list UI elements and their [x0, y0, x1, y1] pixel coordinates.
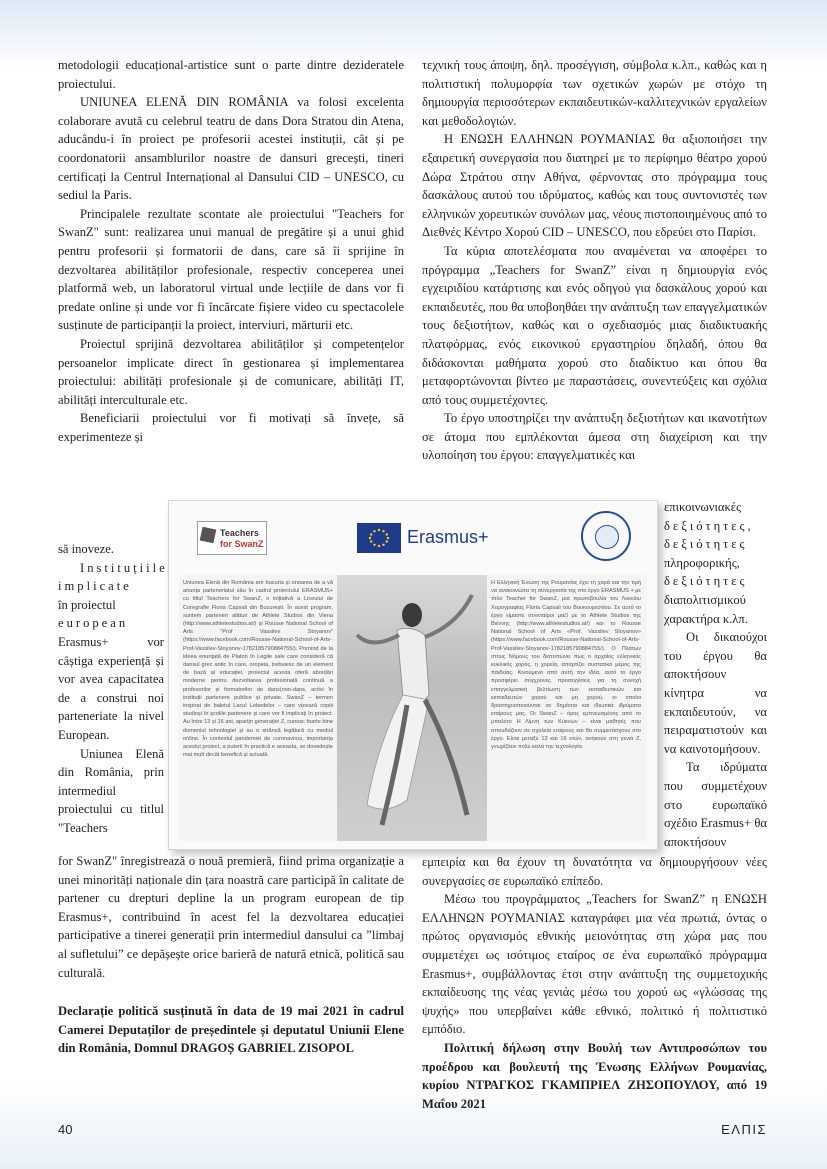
- political-declaration: Declarație politică susținută în data de 19 mai 2021 în cadrul Camerei Deputaților de președintele și deputatul Uniunii Elene din România, Domnul DRAGOȘ GABRIEL ZISOPOL: [58, 1004, 404, 1056]
- paragraph: δεξιότητες: [664, 537, 748, 552]
- magazine-title: ΕΛΠΙΣ: [721, 1122, 767, 1137]
- figure-body: [179, 575, 647, 841]
- teachers-for-swanz-logo: [197, 521, 267, 555]
- paragraph: επικοινωνιακές: [664, 500, 742, 514]
- paragraph: Principalele rezultate scontate ale proiectului "Teachers for SwanZ" sunt: realizarea unui manual de pregătire și a unui ghid pentru profesorii și formatorii de dans, care să îi sprijine în dezvoltarea abilităților profesionale, respectiv conceperea unei platformă web, un laboratorul virtual unde lecțiile de dans vor fi predate online și unde vor fi încărcate fișiere video cu spectacolele susținute de participanții la proiect, interviuri, mărturii etc.: [58, 206, 404, 333]
- dancer-photo: [337, 575, 487, 841]
- eu-flag-icon: [357, 523, 401, 553]
- paragraph: Τα κύρια αποτελέσματα που αναμένεται να αποφέρει το πρόγραμμα „Teachers for SwanZ” είναι η δημιουργία ενός εγχειριδίου κατάρτισης και ενός οδηγού για δασκάλους χορού και εκπαιδευτές, που θα υποβοηθάει την ανάπτυξη των επαγγελματικών τους δεξιοτήτων, καθώς και ο σχεδιασμός μιας διαδικτυακής πλατφόρμας, ενός εικονικού εργαστηρίου δηλαδή, όπου θα διδάσκονται μαθήματα χορού στο διαδίκτυο και όπου θα μεταφορτώνονται βίντεο με παραστάσεις, συνεντεύξεις και σχόλια από τους συμμετέχοντες.: [422, 243, 767, 407]
- right-wrap-text: [664, 498, 767, 851]
- paragraph: Η ΕΝΩΣΗ ΕΛΛΗΝΩΝ ΡΟΥΜΑΝΙΑΣ θα αξιοποιήσει την εξαιρετική συνεργασία που διατηρεί με το περίφημο θέατρο χορού Δώρα Στράτου στην Αθήνα, φέρνοντας στο πρόγραμμα τους δασκάλους αυτού του ιδρύματος, καθώς και τους συντονιστές των ελληνικών χορευτικών συνόλων μας, νέους πιστοποιημένους από το Διεθνές Κέντρο Χορού CID – UNESCO, που εδρεύει στο Παρίσι.: [422, 132, 767, 240]
- article-clipping-image: [168, 500, 658, 850]
- organization-seal-icon: [581, 511, 631, 561]
- paragraph: Beneficiarii proiectului vor fi motivați să învețe, să experimenteze și: [58, 411, 404, 444]
- left-column: [58, 56, 404, 446]
- right-column: [422, 56, 767, 465]
- paragraph: εμπειρία και θα έχουν τη δυνατότητα να δημιουργήσουν νέες συνεργασίες σε ευρωπαϊκό επίπεδο.: [422, 855, 767, 888]
- right-bottom-text: [422, 853, 767, 1113]
- paragraph: τεχνική τους άποψη, δηλ. προσέγγιση, σύμβολα κ.λπ., καθώς και η πολιτιστική πολυμορφία των σχετικών χωρών με στόχο τη δημιουργία περισσότερων εκπαιδευτικών-καλλιτεχνικών εργαλείων και μεθοδολογιών.: [422, 58, 767, 128]
- erasmus-label: Erasmus+: [407, 527, 489, 547]
- logo-subtitle: for SwanZ: [220, 539, 264, 549]
- figure-text-greek: Η Ελληνική Ένωση της Ρουμανίας έχει τη χαρά και την τιμή να ανακοινώσει τη συνεργασία της στο έργο ERASMUS + με τίτλο Teacher for SwanZ, μια πρωτοβουλία του Λυκείου Χορογραφίας Floria Capsali του Βουκουρεστίου. Σε αυτό το έργο είμαστε συνεταίροι μαζί με το Athlete Studios της Βιέννης (http://www.athletestudios.at/) και το Rousse National School of Arts «Prof. Vassilev Stoyanov» (https://www.facebook.com/Rousse-National-School-of-Arts-Prof-Vassilev-Stoyanov-1782185790884755/). Ο Πλάτων στους Νόμους του διατυπώνει πως ο αρχαίος ελληνικός κυκλικός χορός, η χορεία, απαρτίζει συστατικό μέρος της παιδείας. Κινούμενο από αυτή την ιδέα, αυτό το έργο προσφέρει σύγχρονες προσεγγίσεις για τη συνεχή επαγγελματική βελτίωση των εκπαιδευτικών και εκπαιδευτών χορού και μη χορού, οι οποίοι δραστηριοποιούνται σε δημόσια και ιδιωτικά ιδρύματα εταίρους μας. Οι SwanZ – όρος εμπνευσμένος από το μπαλέτο Η Λίμνη των Κύκνων – είναι μαθητές που σπουδάζουν σε σχολεία εταίρους και θα συμμετάσχουν στο έργο. Είναι μεταξύ 13 και 16 ετών, ανήκουν στη γενιά Z, γνωρίζουν πολύ καλά την τεχνολογία.: [491, 580, 641, 751]
- paragraph: să inoveze.: [58, 542, 114, 556]
- paragraph: implicate: [58, 579, 132, 594]
- paragraph: δεξιότητες,: [664, 518, 754, 533]
- paragraph: Proiectul sprijină dezvoltarea abilităților și competențelor persoanelor implicate direct în gestionarea și implementarea proiectului: abilități profesionale și de comunicare, abilități IT, abilități interculturale etc.: [58, 336, 404, 407]
- paragraph: metodologii educațional-artistice sunt o parte dintre dezideratele proiectului.: [58, 58, 404, 91]
- paragraph: UNIUNEA ELENĂ DIN ROMÂNIA va folosi excelenta colaborare avută cu celebrul teatru de dans Dora Stratou din Atena, aducându-i în proiect pe profesorii acestei instituții, cât și pe coordonatorii ansamblurilor noastre de dansuri grecești, tineri certificați la Centrul Internațional al Dansului CID – UNESCO, cu sediul la Paris.: [58, 95, 404, 203]
- paragraph: Instituțiile: [80, 560, 168, 575]
- paragraph: δεξιότητες: [664, 574, 748, 589]
- paragraph: Erasmus+ vor câștiga experiență și vor avea capacitatea de a construi noi parteneriate la nivel European.: [58, 634, 164, 742]
- paragraph: Μέσω του προγράμματος „Teachers for SwanZ” η ΕΝΩΣΗ ΕΛΛΗΝΩΝ ΡΟΥΜΑΝΙΑΣ καταγράφει μια νέα πρωτιά, όντας ο πρώτος οργανισμός εθνικής μειονότητας στη χώρα μας που συμμετέχει ως ισότιμος εταίρος σε ένα ευρωπαϊκό πρόγραμμα Erasmus+, συμβάλλοντας έτσι στην ανάπτυξη της συμμετοχικής εκπαίδευσης της νέας γενιάς μέσω του χορού ως «γλώσσας της ψυχής» που υπερβαίνει κάθε εθνικό, πολιτικό ή πολιτιστικό εμπόδιο.: [422, 892, 767, 1037]
- paragraph: Οι δικαιούχοι του έργου θα αποκτήσουν κίνητρα να εκπαιδευτούν, να πειραματιστούν και να καινοτομήσουν.: [664, 630, 767, 756]
- cube-icon: [200, 527, 217, 544]
- figure-header: [169, 501, 657, 571]
- paragraph: διαπολιτισμικού χαρακτήρα κ.λπ.: [664, 592, 748, 626]
- political-declaration: Πολιτική δήλωση στην Βουλή των Αντιπροσώπων του προέδρου και βουλευτή της Ένωσης Ελλήνων Ρουμανίας, κυρίου ΝΤΡΑΓΚΟΣ ΓΚΑΜΠΡΙΕΛ ΖΗΣΟΠΟΥΛΟΥ, από 19 Μαΐου 2021: [422, 1040, 767, 1111]
- paragraph: Το έργο υποστηρίζει την ανάπτυξη δεξιοτήτων και ικανοτήτων σε άτομα που εμπλέκονται άμεσα στη διαχείριση και την υλοποίηση του έργου: επαγγελματικές και: [422, 411, 767, 463]
- paragraph: în proiectul: [58, 597, 116, 612]
- paragraph: for SwanZ" înregistrează o nouă premieră, fiind prima organizație a unei minorități naționale din țara noastră care participă în calitate de partener cu drepturi depline la un program european de tip Erasmus+, contribuind în acest fel la dezvoltarea educației participative a tinerei generații prin intermediul dansului ca ”limbaj al sufletului” ce depășește orice barieră de natură etnică, politică sau culturală.: [58, 854, 404, 980]
- paragraph: european: [58, 616, 129, 631]
- page-number: 40: [58, 1122, 73, 1137]
- figure-text-romanian: Uniunea Elenă din România are bucuria și onoarea de a vă anunța parteneriatul său în cadrul proiectului ERASMUS+ cu titlul Teachers for SwanZ, o inițiativă a Liceului de Coregrafie Floria Capsali din București. În acest program, suntem parteneri alături de Athlete Studios din Viena (http://www.athletestudios.at/) și Rousse National School of Arts "Prof Vassilev Stoyanov" (https://www.facebook.com/Rousse-National-School-of-Arts-Prof-Vassilev-Stoyanov-1782185790884755/). Pornind de la ideea enunțată de Platon în Legile sale care consideră că dansul grec antic în care, oropeia, trebuiesc de un element de bază al educației, proiectul acesta oferă abordări moderne pentru dezvoltarea profesională continuă a profesorilor și formatorilor de dans(non-dans, activi în instituții partenere publice și private. SwanZ – termen inspirat de baletul Lacul Lebedelor – care vizează copiii studioși în școlile partenere și care vor fi implicați în proiect. Au între 13 și 16 ani, aparțin generației Z, cunosc foarte bine domeniul tehnologiei și au o strânsă legătură cu mediul online. În contextul pandemiei de coronavirus, importanța acestui proiect, a puterii în practică e aceasta, se dovedește mai mult decât benefică și actuală.: [183, 580, 333, 759]
- paragraph: Τα ιδρύματα που συμμετέχουν στο ευρωπαϊκό σχέδιο Erasmus+ θα αποκτήσουν: [664, 760, 767, 849]
- logo-title: Teachers: [220, 528, 259, 538]
- left-wrap-text: [58, 540, 168, 838]
- left-bottom-text: [58, 852, 404, 1058]
- paragraph: Uniunea Elenă din România, prin intermediul proiectului cu titlul "Teachers: [58, 746, 164, 835]
- paragraph: πληροφορικής,: [664, 555, 740, 570]
